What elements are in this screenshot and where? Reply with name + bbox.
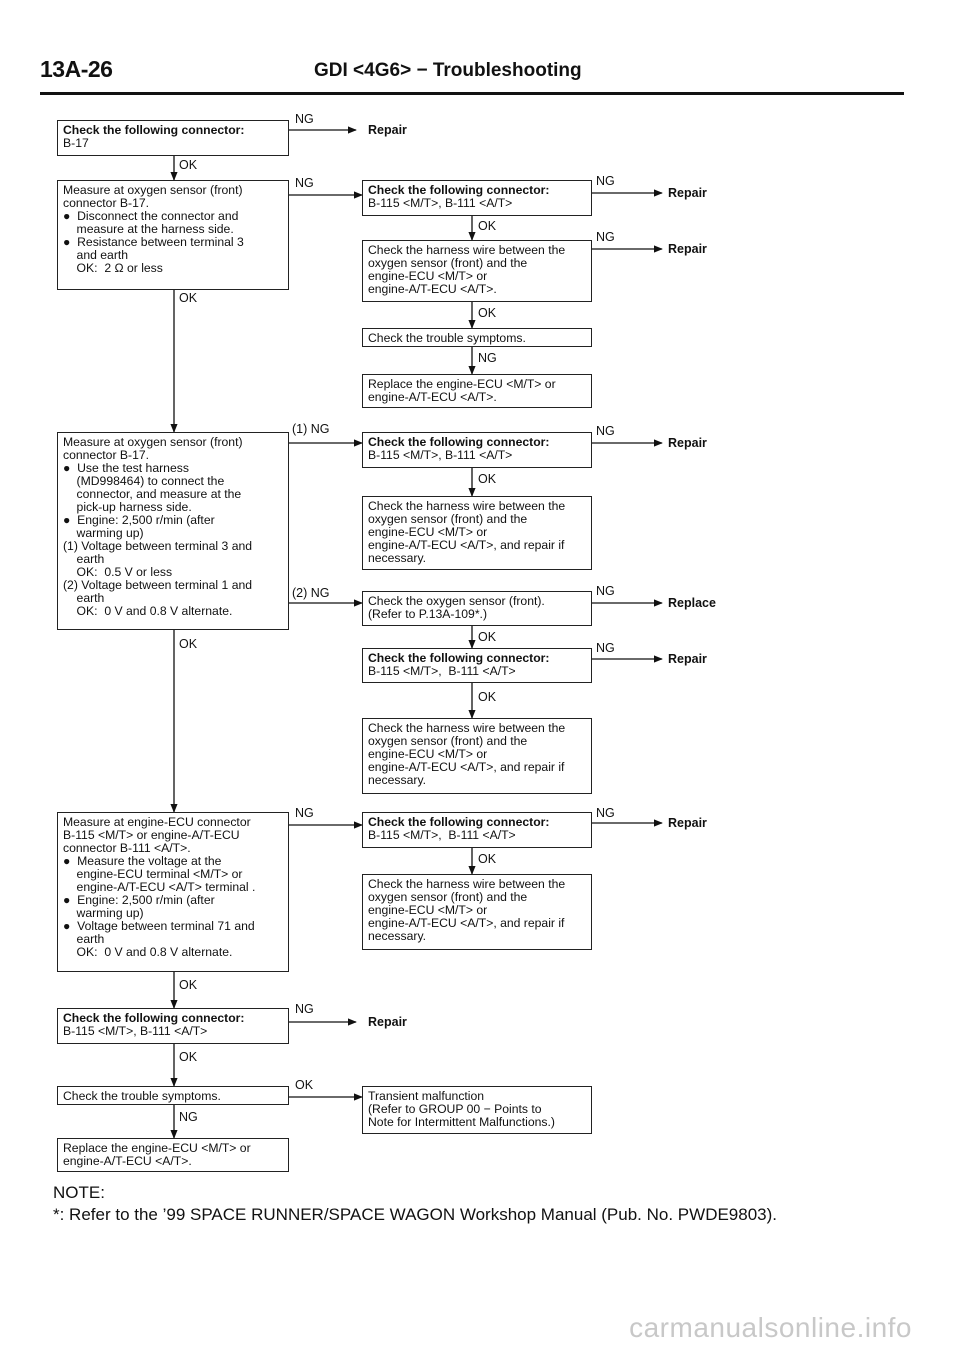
box-text: Check the oxygen sensor (front). (Refer to P.13A-109*.): [368, 594, 545, 621]
ng-label: NG: [596, 424, 615, 438]
box-text: Transient malfunction (Refer to GROUP 00 − Points to Note for Intermittent Malfunctions.): [368, 1089, 555, 1129]
box-heading: Check the following connector:: [368, 815, 550, 829]
ok-label: OK: [478, 852, 497, 866]
flow-box-check-trouble-symptoms: [362, 328, 592, 347]
flow-box-replace-ecu: [57, 1138, 289, 1172]
ng-label: NG: [596, 174, 615, 188]
ok-label: OK: [478, 219, 497, 233]
box-text: B-17: [63, 136, 89, 150]
ng-label: NG: [596, 806, 615, 820]
repair-label: Repair: [668, 816, 707, 830]
ok-label: OK: [478, 690, 497, 704]
ok-label: OK: [179, 1050, 198, 1064]
flow-box-check-connector-b115: [362, 812, 592, 848]
repair-label: Repair: [668, 652, 707, 666]
repair-label: Repair: [668, 242, 707, 256]
flow-box-check-harness: [362, 240, 592, 302]
ng-label: NG: [596, 584, 615, 598]
box-text: B-115 <M/T>, B-111 <A/T>: [368, 828, 516, 842]
box-text: Check the harness wire between the oxygen sensor (front) and the engine-ECU <M/T> or engine-A/T-ECU <A/T>, and repair if necessary.: [368, 499, 566, 565]
note-text: *: Refer to the ’99 SPACE RUNNER/SPACE WAGON Workshop Manual (Pub. No. PWDE9803).: [53, 1205, 778, 1224]
ng-label: NG: [596, 230, 615, 244]
box-text: B-115 <M/T>, B-111 <A/T>: [368, 664, 516, 678]
flow-box-measure-voltage-sensor: [57, 432, 289, 630]
box-text: Check the harness wire between the oxygen sensor (front) and the engine-ECU <M/T> or engine-A/T-ECU <A/T>, and repair if necessary.: [368, 877, 566, 943]
ok-label: OK: [478, 630, 497, 644]
replace-label: Replace: [668, 596, 716, 610]
ng-label: NG: [295, 1002, 314, 1016]
flow-box-check-connector-b115: [362, 432, 592, 468]
box-text: Measure at oxygen sensor (front) connector B-17. ● Disconnect the connector and measure at the harness side. ● Resistance between terminal 3 and earth OK: 2 Ω or less: [63, 183, 244, 275]
ng-2-label: (2) NG: [292, 586, 330, 600]
watermark: carmanualsonline.info: [629, 1312, 912, 1343]
ok-label: OK: [295, 1078, 314, 1092]
ng-label: NG: [179, 1110, 198, 1124]
repair-label: Repair: [668, 436, 707, 450]
flow-box-transient-malfunction: [362, 1086, 592, 1134]
flow-box-check-connector-b115: [57, 1008, 289, 1044]
ok-label: OK: [179, 291, 198, 305]
box-text: Measure at engine-ECU connector B-115 <M/T> or engine-A/T-ECU connector B-111 <A/T>. ● Measure the voltage at the engine-ECU terminal <M/T> or engine-A/T-ECU <A/T> terminal . ● Engine: 2,500 r/min (after warming up) ● Voltage between terminal 71 and earth OK: 0 V and 0.8 V alternate.: [63, 815, 256, 959]
flow-box-check-oxygen-sensor: [362, 591, 592, 626]
box-text: Replace the engine-ECU <M/T> or engine-A/T-ECU <A/T>.: [368, 377, 556, 404]
ng-label: NG: [295, 806, 314, 820]
box-text: B-115 <M/T>, B-111 <A/T>: [63, 1024, 208, 1038]
box-text: Check the trouble symptoms.: [63, 1089, 221, 1103]
page-title: GDI <4G6> − Troubleshooting: [314, 60, 582, 81]
note-heading: NOTE:: [53, 1183, 105, 1202]
flow-box-check-harness-repair: [362, 496, 592, 570]
ng-label: NG: [295, 112, 314, 126]
flow-box-check-trouble-symptoms: [57, 1086, 289, 1105]
ok-label: OK: [179, 637, 198, 651]
ok-label: OK: [478, 306, 497, 320]
ng-label: NG: [596, 641, 615, 655]
box-text: B-115 <M/T>, B-111 <A/T>: [368, 448, 513, 462]
box-text: Check the trouble symptoms.: [368, 331, 526, 345]
repair-label: Repair: [368, 1015, 407, 1029]
box-text: Check the harness wire between the oxygen sensor (front) and the engine-ECU <M/T> or engine-A/T-ECU <A/T>.: [368, 243, 566, 296]
repair-label: Repair: [368, 123, 407, 137]
ng-label: NG: [478, 351, 497, 365]
box-text: Check the harness wire between the oxygen sensor (front) and the engine-ECU <M/T> or engine-A/T-ECU <A/T>, and repair if necessary.: [368, 721, 566, 787]
flow-box-measure-ecu-connector: [57, 812, 289, 972]
ng-label: NG: [295, 176, 314, 190]
box-heading: Check the following connector:: [368, 435, 550, 449]
flow-box-check-connector-b115: [362, 648, 592, 683]
ok-label: OK: [179, 978, 198, 992]
repair-label: Repair: [668, 186, 707, 200]
flow-box-replace-ecu: [362, 374, 592, 408]
box-heading: Check the following connector:: [368, 651, 550, 665]
box-text: Measure at oxygen sensor (front) connector B-17. ● Use the test harness (MD998464) to connect the connector, and measure at the pick-up harness side. ● Engine: 2,500 r/min (after warming up) (1) Voltage between terminal 3 and earth OK: 0.5 V or less (2) Voltage between terminal 1 and earth OK: 0 V and 0.8 V alternate.: [63, 435, 253, 618]
flow-box-check-connector-b115: [362, 180, 592, 216]
flow-box-measure-resistance: [57, 180, 289, 290]
box-heading: Check the following connector:: [368, 183, 550, 197]
box-text: B-115 <M/T>, B-111 <A/T>: [368, 196, 513, 210]
box-heading: Check the following connector:: [63, 123, 245, 137]
box-text: Replace the engine-ECU <M/T> or engine-A/T-ECU <A/T>.: [63, 1141, 251, 1168]
page-code: 13A-26: [40, 56, 113, 82]
ok-label: OK: [179, 158, 198, 172]
flow-box-check-connector-b17: [57, 120, 289, 156]
flow-box-check-harness-repair: [362, 874, 592, 950]
ok-label: OK: [478, 472, 497, 486]
box-heading: Check the following connector:: [63, 1011, 245, 1025]
flow-box-check-harness-repair: [362, 718, 592, 794]
ng-1-label: (1) NG: [292, 422, 330, 436]
